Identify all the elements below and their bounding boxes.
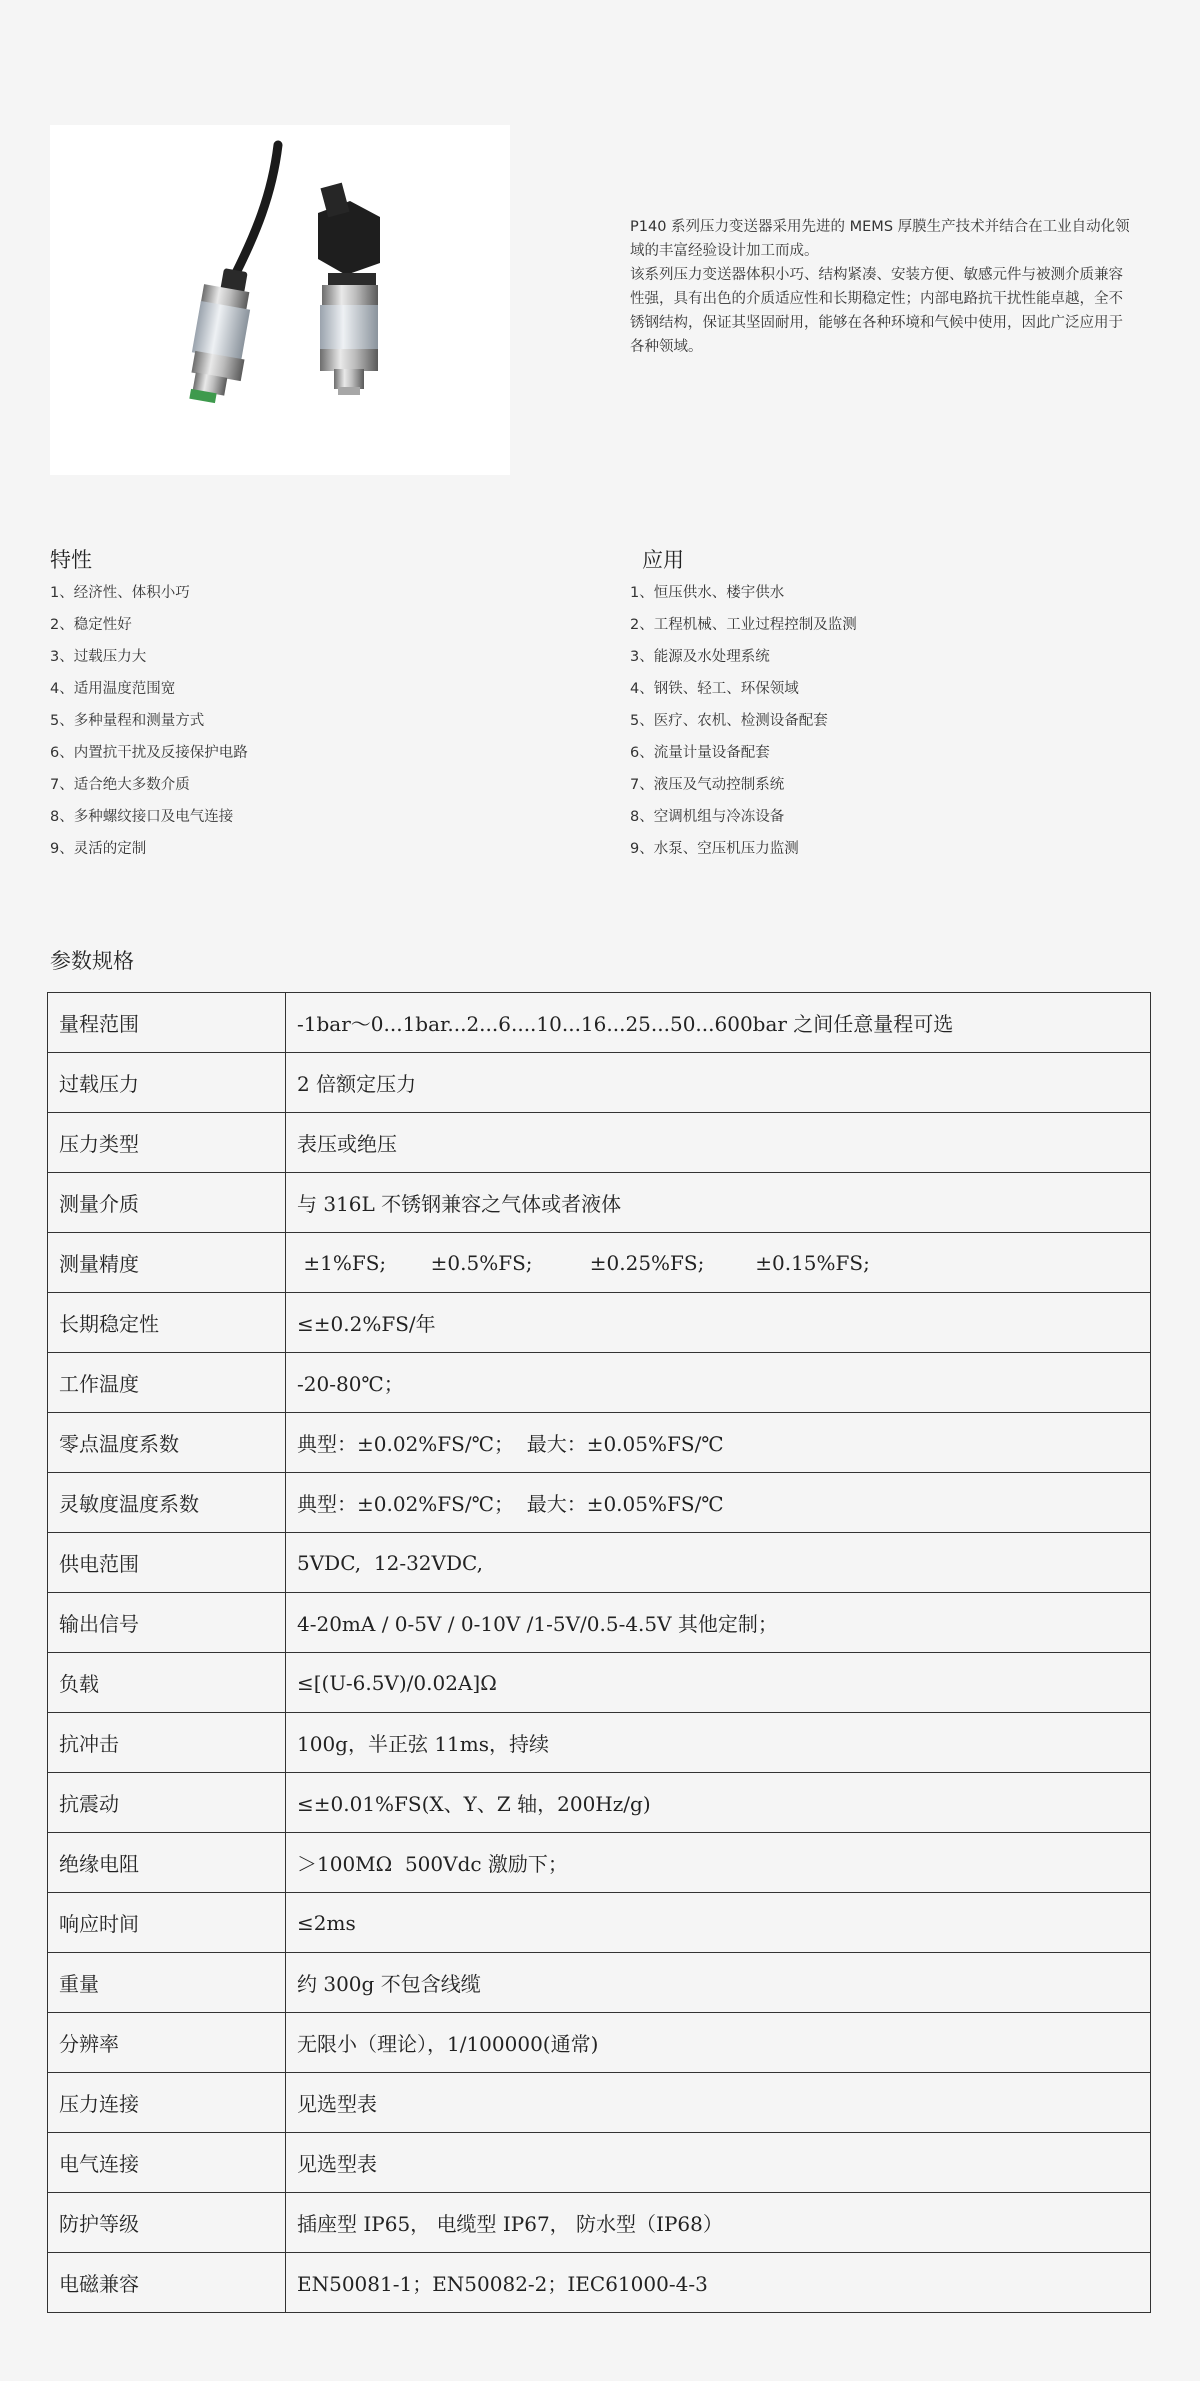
spec-label: 压力连接 <box>48 2073 286 2133</box>
product-description <box>630 215 1130 359</box>
spec-label: 长期稳定性 <box>48 1293 286 1353</box>
spec-label: 零点温度系数 <box>48 1413 286 1473</box>
spec-value: 插座型 IP65， 电缆型 IP67， 防水型（IP68） <box>286 2193 1151 2253</box>
spec-row <box>48 1893 1151 1953</box>
application-item: 1、恒压供水、楼宇供水 <box>630 585 785 601</box>
application-item: 8、空调机组与冷冻设备 <box>630 809 785 825</box>
feature-item: 4、适用温度范围宽 <box>50 681 176 697</box>
spec-value: ≤±0.01%FS(X、Y、Z 轴，200Hz/g) <box>286 1773 1151 1833</box>
spec-label: 工作温度 <box>48 1353 286 1413</box>
spec-label: 输出信号 <box>48 1593 286 1653</box>
spec-row <box>48 1773 1151 1833</box>
spec-row <box>48 1173 1151 1233</box>
spec-value: EN50081-1；EN50082-2；IEC61000-4-3 <box>286 2253 1151 2313</box>
spec-value: 典型：±0.02%FS/℃； 最大：±0.05%FS/℃ <box>286 1473 1151 1533</box>
feature-item: 1、经济性、体积小巧 <box>50 585 190 601</box>
spec-row <box>48 2073 1151 2133</box>
spec-label: 电气连接 <box>48 2133 286 2193</box>
spec-value: 典型：±0.02%FS/℃； 最大：±0.05%FS/℃ <box>286 1413 1151 1473</box>
application-item: 9、水泵、空压机压力监测 <box>630 841 799 857</box>
features-title: 特性 <box>50 548 92 572</box>
spec-row <box>48 1593 1151 1653</box>
spec-value: 约 300g 不包含线缆 <box>286 1953 1151 2013</box>
spec-value: ±1%FS; ±0.5%FS; ±0.25%FS; ±0.15%FS; <box>286 1233 1151 1293</box>
spec-row <box>48 993 1151 1053</box>
features-list <box>50 577 248 865</box>
spec-label: 绝缘电阻 <box>48 1833 286 1893</box>
spec-row <box>48 1473 1151 1533</box>
spec-row <box>48 1293 1151 1353</box>
spec-row <box>48 1353 1151 1413</box>
spec-value: 4-20mA / 0-5V / 0-10V /1-5V/0.5-4.5V 其他定制； <box>286 1593 1151 1653</box>
feature-item: 3、过载压力大 <box>50 649 147 665</box>
description-paragraph-2: 该系列压力变送器体积小巧、结构紧凑、安装方便、敏感元件与被测介质兼容性强，具有出色的介质适应性和长期稳定性；内部电路抗干扰性能卓越，全不锈钢结构，保证其坚固耐用，能够在各种环境和气候中使用，因此广泛应用于各种领域。 <box>630 267 1123 355</box>
product-photo <box>50 125 510 475</box>
applications-title: 应用 <box>642 548 684 572</box>
spec-row <box>48 1113 1151 1173</box>
spec-value: -1bar～0...1bar...2...6....10...16...25...50...600bar 之间任意量程可选 <box>286 993 1151 1053</box>
feature-item: 5、多种量程和测量方式 <box>50 713 205 729</box>
spec-value: 2 倍额定压力 <box>286 1053 1151 1113</box>
spec-row <box>48 1713 1151 1773</box>
application-item: 3、能源及水处理系统 <box>630 649 770 665</box>
spec-row <box>48 1413 1151 1473</box>
description-paragraph-1: P140 系列压力变送器采用先进的 MEMS 厚膜生产技术并结合在工业自动化领域的丰富经验设计加工而成。 <box>630 219 1130 259</box>
feature-item: 6、内置抗干扰及反接保护电路 <box>50 745 248 761</box>
spec-value: 与 316L 不锈钢兼容之气体或者液体 <box>286 1173 1151 1233</box>
spec-label: 测量精度 <box>48 1233 286 1293</box>
spec-label: 响应时间 <box>48 1893 286 1953</box>
spec-value: ≤[(U-6.5V)/0.02A]Ω <box>286 1653 1151 1713</box>
spec-label: 灵敏度温度系数 <box>48 1473 286 1533</box>
spec-value: ＞100MΩ 500Vdc 激励下； <box>286 1833 1151 1893</box>
spec-value: -20-80℃； <box>286 1353 1151 1413</box>
spec-value: 5VDC, 12-32VDC, <box>286 1533 1151 1593</box>
spec-value: 100g，半正弦 11ms，持续 <box>286 1713 1151 1773</box>
spec-value: 无限小（理论），1/100000(通常) <box>286 2013 1151 2073</box>
spec-label: 防护等级 <box>48 2193 286 2253</box>
spec-value: 表压或绝压 <box>286 1113 1151 1173</box>
application-item: 4、钢铁、轻工、环保领域 <box>630 681 799 697</box>
spec-row <box>48 2133 1151 2193</box>
spec-row <box>48 1953 1151 2013</box>
feature-item: 8、多种螺纹接口及电气连接 <box>50 809 234 825</box>
spec-label: 压力类型 <box>48 1113 286 1173</box>
application-item: 7、液压及气动控制系统 <box>630 777 785 793</box>
application-item: 6、流量计量设备配套 <box>630 745 770 761</box>
feature-item: 7、适合绝大多数介质 <box>50 777 190 793</box>
applications-list <box>630 577 857 865</box>
spec-row <box>48 1833 1151 1893</box>
spec-row <box>48 2193 1151 2253</box>
spec-row <box>48 2253 1151 2313</box>
spec-value: ≤±0.2%FS/年 <box>286 1293 1151 1353</box>
spec-row <box>48 1653 1151 1713</box>
spec-label: 负载 <box>48 1653 286 1713</box>
spec-row <box>48 1533 1151 1593</box>
spec-label: 量程范围 <box>48 993 286 1053</box>
feature-item: 2、稳定性好 <box>50 617 132 633</box>
spec-value: 见选型表 <box>286 2073 1151 2133</box>
spec-label: 测量介质 <box>48 1173 286 1233</box>
spec-label: 抗冲击 <box>48 1713 286 1773</box>
spec-value: ≤2ms <box>286 1893 1151 1953</box>
specs-title: 参数规格 <box>50 949 134 973</box>
spec-label: 分辨率 <box>48 2013 286 2073</box>
application-item: 5、医疗、农机、检测设备配套 <box>630 713 828 729</box>
spec-row <box>48 1233 1151 1293</box>
spec-label: 抗震动 <box>48 1773 286 1833</box>
spec-row <box>48 1053 1151 1113</box>
spec-value: 见选型表 <box>286 2133 1151 2193</box>
application-item: 2、工程机械、工业过程控制及监测 <box>630 617 857 633</box>
spec-label: 重量 <box>48 1953 286 2013</box>
feature-item: 9、灵活的定制 <box>50 841 147 857</box>
spec-table <box>47 992 1151 2313</box>
spec-label: 过载压力 <box>48 1053 286 1113</box>
spec-label: 电磁兼容 <box>48 2253 286 2313</box>
spec-label: 供电范围 <box>48 1533 286 1593</box>
spec-row <box>48 2013 1151 2073</box>
